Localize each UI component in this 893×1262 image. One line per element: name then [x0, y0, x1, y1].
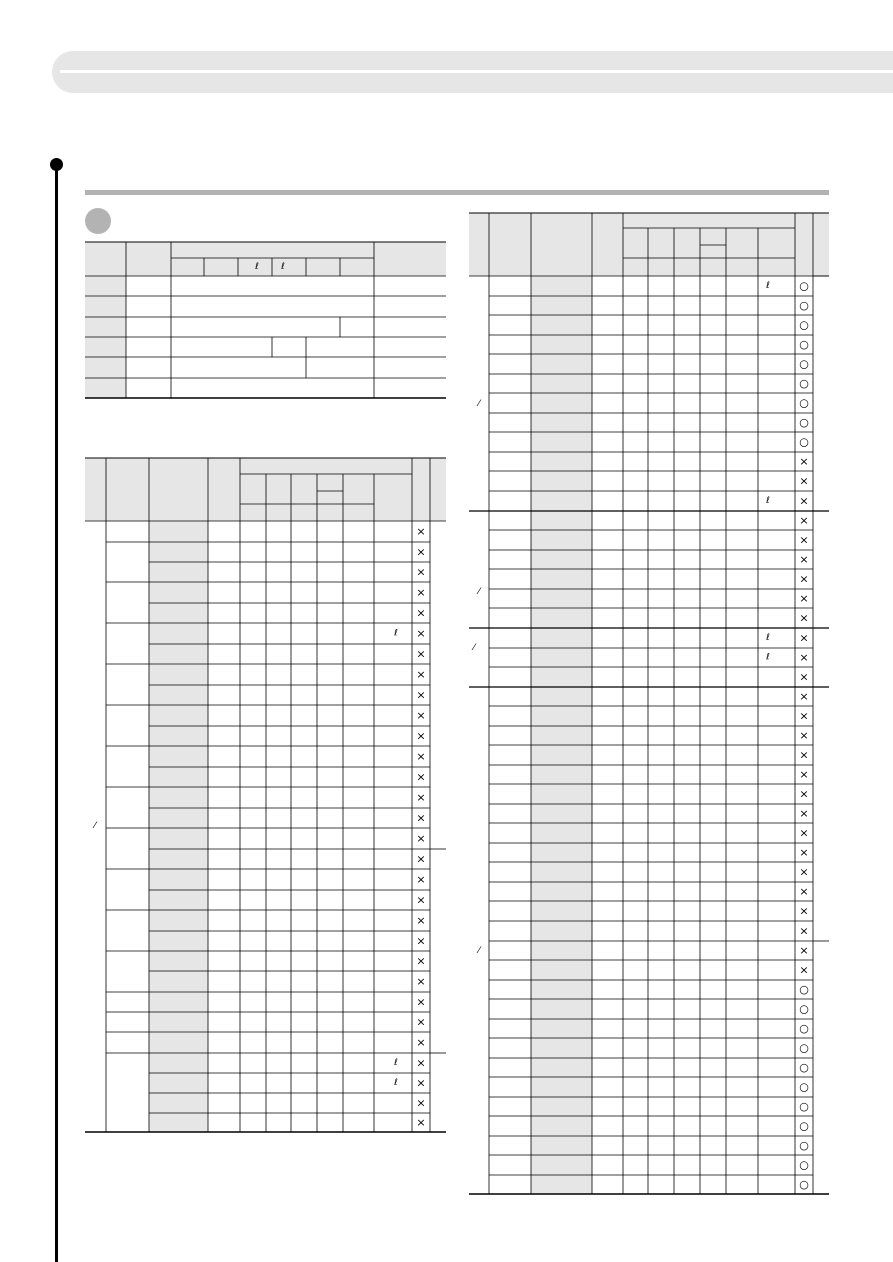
- table3-status-mark: ○: [799, 318, 809, 332]
- table2-shaded-cell: [149, 808, 208, 828]
- table3-status-mark: ○: [799, 1139, 809, 1152]
- table3-shaded-cell: [531, 1116, 592, 1136]
- table3-shaded-cell: [531, 1097, 592, 1116]
- table2-cross-mark: ×: [416, 1116, 426, 1129]
- table3-glyph: ℓ: [766, 652, 770, 663]
- table2-shaded-cell: [149, 746, 208, 767]
- table3-shaded-cell: [531, 804, 592, 823]
- table3-status-mark: ×: [799, 592, 809, 605]
- table3-shaded-cell: [531, 628, 592, 648]
- table2-cross-mark: ×: [416, 709, 426, 722]
- table3-group-glyph: ⁄: [478, 946, 480, 956]
- table1-row-label: [85, 337, 126, 357]
- table2-shaded-cell: [149, 828, 208, 849]
- table3-shaded-cell: [531, 1155, 592, 1175]
- table2-shaded-cell: [149, 890, 208, 910]
- table3-shaded-cell: [531, 999, 592, 1019]
- table3-status-mark: ○: [799, 1178, 809, 1191]
- table1-row-label: [85, 357, 126, 378]
- table3-shaded-cell: [531, 511, 592, 530]
- table2-cross-mark: ×: [416, 647, 426, 661]
- table2-shaded-cell: [149, 1093, 208, 1113]
- table3-shaded-cell: [531, 843, 592, 862]
- table3-header: [469, 213, 829, 276]
- table1-header-glyph: ℓ: [281, 262, 285, 272]
- table3-status-mark: ×: [799, 494, 809, 508]
- table3-shaded-cell: [531, 374, 592, 393]
- table3-shaded-cell: [531, 882, 592, 901]
- table3-shaded-cell: [531, 901, 592, 921]
- table2-shaded-cell: [149, 542, 208, 562]
- table3-status-mark: ○: [799, 1061, 809, 1074]
- table3-shaded-cell: [531, 921, 592, 941]
- table2-shaded-cell: [149, 767, 208, 787]
- table3-status-mark: ×: [799, 748, 809, 762]
- table3-shaded-cell: [531, 648, 592, 667]
- table3-status-mark: ○: [799, 377, 809, 390]
- table2-cross-mark: ×: [416, 1076, 426, 1090]
- table2-shaded-cell: [149, 726, 208, 746]
- table1-row-label: [85, 317, 126, 337]
- table3-shaded-cell: [531, 823, 592, 843]
- table3-shaded-cell: [531, 452, 592, 471]
- table2-shaded-cell: [149, 1073, 208, 1093]
- table3-status-mark: ×: [799, 885, 809, 898]
- table3-shaded-cell: [531, 1077, 592, 1097]
- table2-cross-mark: ×: [416, 954, 426, 968]
- table2-shaded-cell: [149, 521, 208, 542]
- table3-status-mark: ×: [799, 514, 809, 527]
- table3-shaded-cell: [531, 608, 592, 628]
- table2-cross-mark: ×: [416, 627, 426, 640]
- table3-status-mark: ○: [799, 1041, 809, 1055]
- table3-shaded-cell: [531, 491, 592, 511]
- table3-status-mark: ×: [799, 807, 809, 820]
- table1-row-label: [85, 276, 126, 296]
- table2-shaded-cell: [149, 992, 208, 1012]
- table2-shaded-cell: [149, 562, 208, 582]
- table3-shaded-cell: [531, 960, 592, 980]
- table3-shaded-cell: [531, 589, 592, 608]
- table3-status-mark: ×: [799, 572, 809, 586]
- table2-cross-mark: ×: [416, 750, 426, 763]
- table3-status-mark: ×: [799, 709, 809, 723]
- table2-cross-mark: ×: [416, 811, 426, 825]
- table3-shaded-cell: [531, 315, 592, 335]
- table2-shaded-cell: [149, 664, 208, 685]
- table3-group-glyph: ⁄: [473, 643, 475, 653]
- table3-status-mark: ○: [799, 1022, 809, 1035]
- table2-cross-mark: ×: [416, 770, 426, 784]
- table2-cross-mark: ×: [416, 1036, 426, 1049]
- table3-status-mark: ×: [799, 865, 809, 879]
- table2-shaded-cell: [149, 1012, 208, 1032]
- table3-status-mark: ○: [799, 416, 809, 429]
- table3-shaded-cell: [531, 354, 592, 374]
- table2-cross-mark: ×: [416, 934, 426, 948]
- table2-shaded-cell: [149, 849, 208, 869]
- table3-status-mark: ×: [799, 963, 809, 977]
- table2-cross-mark: ×: [416, 893, 426, 907]
- table2-cross-mark: ×: [416, 525, 426, 538]
- table2-shaded-cell: [149, 705, 208, 726]
- table2-header: [85, 458, 446, 521]
- table2-glyph: ℓ: [394, 628, 398, 639]
- table2-cross-mark: ×: [416, 1096, 426, 1110]
- table2-shaded-cell: [149, 931, 208, 951]
- table2-cross-mark: ×: [416, 729, 426, 743]
- table3-shaded-cell: [531, 1136, 592, 1155]
- table3-status-mark: ×: [799, 729, 809, 742]
- table2-glyph: ℓ: [394, 1058, 398, 1068]
- table2-shaded-cell: [149, 644, 208, 664]
- table3-shaded-cell: [531, 745, 592, 765]
- table3-status-mark: ×: [799, 904, 809, 918]
- table2-cross-mark: ×: [416, 586, 426, 599]
- table2-cross-mark: ×: [416, 914, 426, 927]
- table2-cross-mark: ×: [416, 1015, 426, 1029]
- table3-shaded-cell: [531, 296, 592, 315]
- table3-glyph: ℓ: [766, 281, 770, 291]
- table1-header-glyph: ℓ: [255, 262, 259, 272]
- table3-shaded-cell: [531, 335, 592, 354]
- table3-shaded-cell: [531, 569, 592, 589]
- table3-shaded-cell: [531, 784, 592, 804]
- table2-cross-mark: ×: [416, 688, 426, 702]
- table3-status-mark: ○: [799, 1100, 809, 1113]
- table3-shaded-cell: [531, 1019, 592, 1038]
- table3-shaded-cell: [531, 1038, 592, 1058]
- table3-shaded-cell: [531, 980, 592, 999]
- table2-cross-mark: ×: [416, 852, 426, 866]
- table3-status-mark: ○: [799, 435, 809, 449]
- table3-status-mark: ×: [799, 474, 809, 488]
- table3-status-mark: ○: [799, 299, 809, 312]
- table3-shaded-cell: [531, 1058, 592, 1077]
- table3-shaded-cell: [531, 667, 592, 687]
- table3-status-mark: ×: [799, 553, 809, 566]
- table3-shaded-cell: [531, 765, 592, 784]
- table2-shaded-cell: [149, 971, 208, 992]
- table3-status-mark: ○: [799, 1119, 809, 1133]
- table3-shaded-cell: [531, 530, 592, 550]
- table3-shaded-cell: [531, 276, 592, 296]
- table2-group-glyph: ⁄: [94, 821, 96, 831]
- table2-shaded-cell: [149, 685, 208, 705]
- table2-shaded-cell: [149, 869, 208, 890]
- table2-cross-mark: ×: [416, 606, 426, 620]
- table3-shaded-cell: [531, 550, 592, 569]
- table2-shaded-cell: [149, 1053, 208, 1073]
- table2-cross-mark: ×: [416, 1056, 426, 1070]
- table3-status-mark: ○: [799, 396, 809, 410]
- table3-status-mark: ○: [799, 1080, 809, 1094]
- table3-status-mark: ×: [799, 690, 809, 703]
- table2-shaded-cell: [149, 623, 208, 644]
- table3-status-mark: ×: [799, 455, 809, 468]
- table2-cross-mark: ×: [416, 975, 426, 988]
- table3-shaded-cell: [531, 941, 592, 960]
- table2-cross-mark: ×: [416, 873, 426, 886]
- table2-shaded-cell: [149, 951, 208, 971]
- table3-shaded-cell: [531, 393, 592, 413]
- table3-glyph: ℓ: [766, 633, 770, 643]
- table3-status-mark: ○: [799, 279, 809, 293]
- table3-status-mark: ×: [799, 631, 809, 645]
- table3-status-mark: ○: [799, 338, 809, 351]
- table3-status-mark: ○: [799, 1158, 809, 1172]
- table2-glyph: ℓ: [394, 1078, 398, 1088]
- table3-group-glyph: ⁄: [478, 587, 480, 597]
- table3-status-mark: ×: [799, 846, 809, 859]
- table3-status-mark: ○: [799, 357, 809, 371]
- table3-status-mark: ○: [799, 983, 809, 996]
- table2-shaded-cell: [149, 582, 208, 603]
- table3-shaded-cell: [531, 432, 592, 452]
- table3-shaded-cell: [531, 706, 592, 726]
- table1-header: [85, 242, 446, 276]
- table2-cross-mark: ×: [416, 791, 426, 804]
- table3-status-mark: ×: [799, 533, 809, 547]
- table3-status-mark: ×: [799, 651, 809, 664]
- table2-cross-mark: ×: [416, 832, 426, 845]
- table2-cross-mark: ×: [416, 668, 426, 681]
- table3-status-mark: ×: [799, 826, 809, 840]
- table3-group-glyph: ⁄: [478, 399, 480, 409]
- table3-status-mark: ×: [799, 787, 809, 801]
- table2-shaded-cell: [149, 1113, 208, 1132]
- table3-shaded-cell: [531, 471, 592, 491]
- table3-status-mark: ×: [799, 768, 809, 781]
- table3-glyph: ℓ: [766, 496, 770, 506]
- table3-status-mark: ×: [799, 924, 809, 938]
- table1-row-label: [85, 296, 126, 317]
- table3-shaded-cell: [531, 687, 592, 706]
- table3-shaded-cell: [531, 862, 592, 882]
- table2-shaded-cell: [149, 603, 208, 623]
- table2-shaded-cell: [149, 1032, 208, 1053]
- table2-cross-mark: ×: [416, 565, 426, 579]
- table1-row-label: [85, 378, 126, 398]
- table3-shaded-cell: [531, 726, 592, 745]
- table2-cross-mark: ×: [416, 545, 426, 559]
- table2-shaded-cell: [149, 787, 208, 808]
- table3-shaded-cell: [531, 1175, 592, 1194]
- table3-status-mark: ×: [799, 670, 809, 684]
- table3-status-mark: ×: [799, 944, 809, 957]
- table3-status-mark: ○: [799, 1002, 809, 1016]
- table2-cross-mark: ×: [416, 995, 426, 1009]
- table3-shaded-cell: [531, 413, 592, 432]
- table3-status-mark: ×: [799, 611, 809, 625]
- table2-shaded-cell: [149, 910, 208, 931]
